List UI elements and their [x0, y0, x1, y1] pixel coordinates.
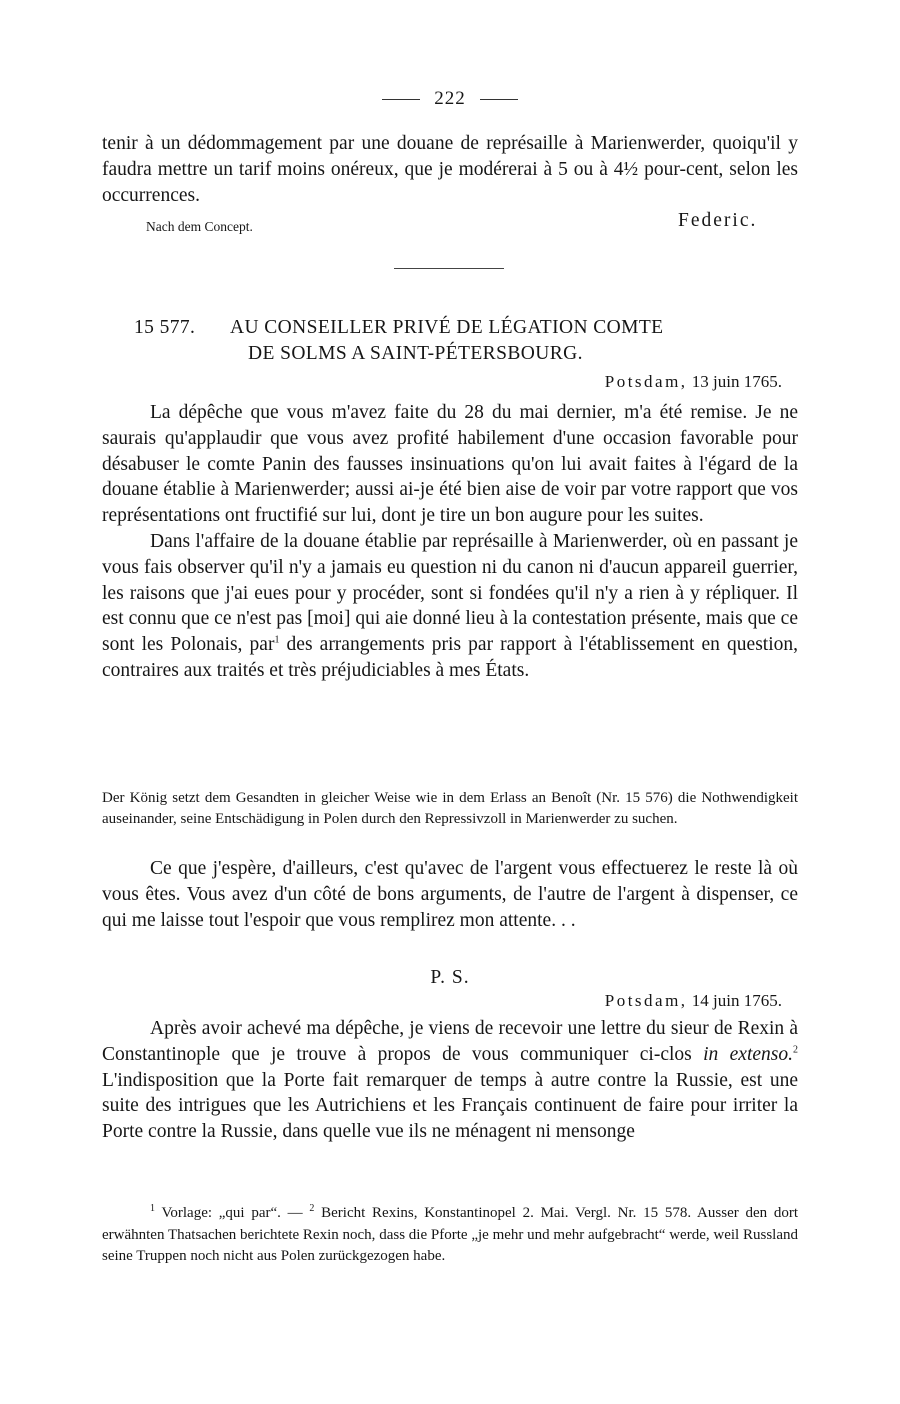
document-heading — [134, 315, 784, 367]
page-number: 222 — [434, 88, 466, 109]
ps-text-a: Après avoir achevé ma dépêche, je viens de recevoir une lettre du sieur de Rexin à Constantinople que je trouve à propos de vous communiquer ci-clos — [102, 1018, 798, 1065]
letter-body — [102, 400, 798, 684]
ps-dateline-place: Potsdam, — [604, 991, 688, 1010]
paragraph-2 — [102, 529, 798, 684]
footnotes — [102, 1203, 798, 1268]
paragraph-2-text-a: Dans l'affaire de la douane établie par représaille à Marienwerder, où en passant je vous fais observer qu'il n'y a jamais eu question ni du canon ni d'aucun appareil guerrier, les raisons que j'ai eues pour y procéder, sont si fondées qu'il n'y a rien à y répliquer. Il est connu que ce n'est pas [moi] qui aie donné lieu à la contestation présente, mais que ce sont les Polonais, par — [102, 530, 798, 656]
section-divider — [394, 268, 504, 269]
footnote-1-text: Vorlage: „qui par“. — — [161, 1205, 303, 1221]
footnote-ref-2: 2 — [793, 1044, 798, 1056]
heading-line-2: DE SOLMS A SAINT-PÉTERSBOURG. — [248, 343, 583, 364]
signature: Federic. — [678, 210, 758, 231]
postscript-paragraph — [102, 1016, 798, 1145]
document-dateline — [605, 372, 782, 392]
paragraph-3: Ce que j'espère, d'ailleurs, c'est qu'avec de l'argent vous effectuerez le reste là où vous êtes. Vous avez d'un côté de bons arguments, de l'autre de l'argent à dispenser, ce qui me laisse tout l'espoir que vous remplirez mon attente. . . — [102, 858, 798, 931]
footnote-mark-2: 2 — [309, 1203, 315, 1214]
document-number: 15 577. — [134, 317, 196, 338]
paragraph-2-text-b: des arrangements pris par rapport à l'établissement en question, contraires aux traités et très préjudiciables à mes États. — [102, 634, 798, 681]
ps-dateline-date: 14 juin 1765. — [691, 991, 782, 1010]
ps-italic-text: in extenso. — [703, 1043, 793, 1065]
postscript-body — [102, 1016, 798, 1145]
footnote-ref-1: 1 — [274, 634, 280, 646]
dateline-date: 13 juin 1765. — [691, 372, 782, 391]
letter-body-continued — [102, 856, 798, 933]
footnote-mark-1: 1 — [150, 1203, 155, 1214]
footnote-block — [102, 1203, 798, 1268]
source-note: Nach dem Concept. — [146, 219, 253, 234]
editorial-note-text: Der König setzt dem Gesandten in gleicher Weise wie in dem Erlass an Benoît (Nr. 15 576) die Nothwendigkeit auseinander, seine Entschädigung in Polen durch den Repressivzoll in Marienwerder zu suchen. — [102, 790, 798, 827]
paragraph-1: La dépêche que vous m'avez faite du 28 du mai dernier, m'a été remise. Je ne saurais qu'applaudir que vous avez profité habilement d'une occasion favorable pour désabuser le comte Panin des fausses insinuations qu'on lui avait faites à l'égard de la douane établie à Marienwerder; aussi ai-je été bien aise de voir par votre rapport que vos représentations ont fructifié sur lui, dont je tire un bon augure pour les suites. — [102, 402, 798, 527]
page-header — [0, 88, 900, 110]
editorial-note — [102, 788, 798, 829]
header-dash-left — [382, 99, 420, 100]
postscript-dateline — [605, 991, 782, 1011]
ps-text-b: L'indisposition que la Porte fait remarquer de temps à autre contre la Russie, est une suite des intrigues que les Autrichiens et les Français continuent de faire pour irriter la Porte contre la Russie, dans quelle vue ils ne ménagent ni mensonge — [102, 1069, 798, 1143]
heading-line-1: AU CONSEILLER PRIVÉ DE LÉGATION COMTE — [230, 317, 664, 338]
dateline-place: Potsdam, — [604, 372, 688, 391]
header-dash-right — [480, 99, 518, 100]
postscript-label: P. S. — [430, 967, 470, 988]
footnote-2-text: Bericht Rexins, Konstantinopel 2. Mai. Vergl. Nr. 15 578. Ausser den dort erwähnten Thatsachen berichtete Rexin noch, dass die Pforte „je mehr und mehr aufgebracht“ werde, weil Russland seine Truppen noch nicht aus Polen zurückgezogen habe. — [102, 1205, 799, 1264]
continuation-text: tenir à un dédommagement par une douane de représaille à Marienwerder, quoiqu'il y faudra mettre un tarif moins onéreux, que je modérerai à 5 ou à 4½ pour-cent, selon les occurrences. — [102, 133, 798, 206]
continuation-paragraph — [102, 131, 798, 208]
